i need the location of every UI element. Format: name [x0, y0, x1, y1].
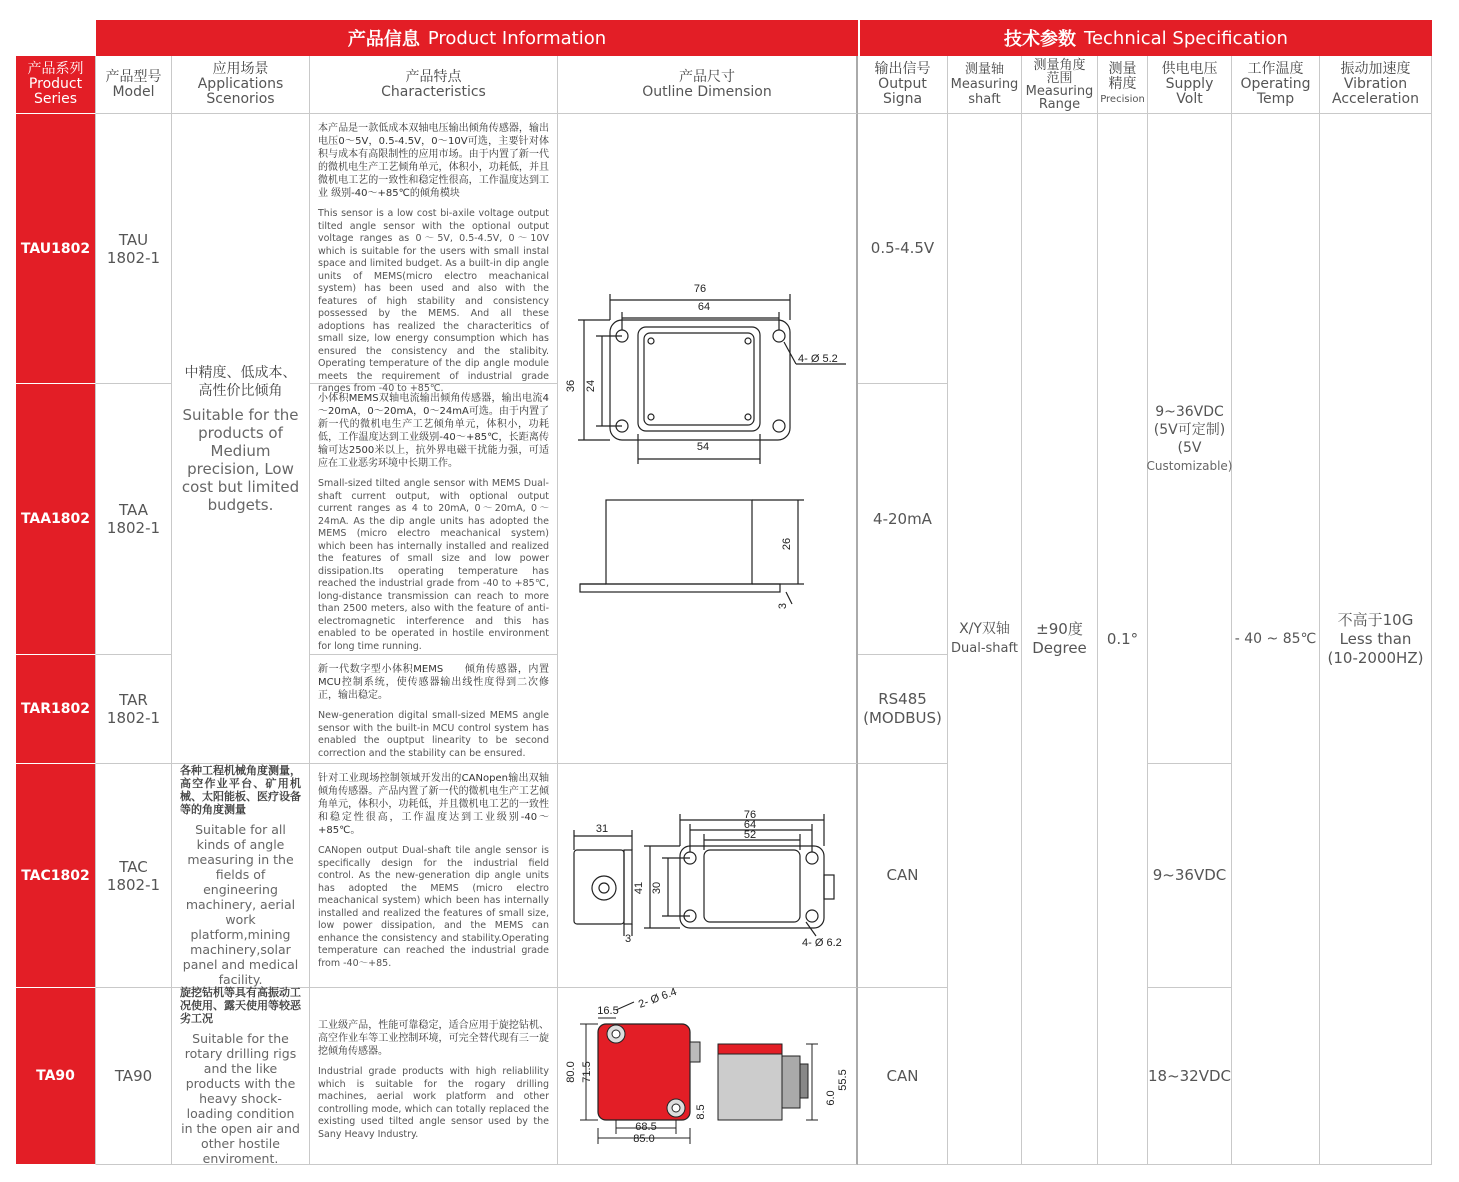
app-zh [185, 364, 297, 400]
header-en: Temp [1256, 91, 1295, 107]
volt-tac: 9~36VDC [1148, 764, 1232, 988]
series-taa1802: TAA1802 [16, 384, 96, 655]
header-zh: 范围 [1046, 70, 1073, 86]
dim-label: 36 [565, 379, 577, 393]
output-tau: 0.5-4.5V [858, 114, 948, 384]
drawing-tac-svg [558, 764, 856, 988]
vib-line: 不高于10G [1337, 610, 1414, 629]
feat-zh: 新一代数字型小体积MEMS 倾角传感器，内置MCU控制系统，使传感器输出线性度得到二次修正，输出稳定。 [318, 664, 549, 701]
drawing-1802 [558, 114, 858, 764]
vib-line: Less than [1339, 629, 1412, 648]
range-en: Degree [1032, 639, 1087, 657]
dim-label: 68.5 [635, 1121, 657, 1133]
dim-label: 64 [697, 301, 711, 313]
mount-hole [773, 330, 785, 342]
dim-label: 71.5 [581, 1061, 593, 1083]
axis-zh: X/Y双轴 [959, 621, 1010, 637]
banner-en: Product Information [427, 27, 607, 49]
header-characteristics [310, 56, 558, 114]
dim-label: 2- Ø 6.4 [636, 985, 679, 1011]
output-line: (MODBUS) [863, 709, 942, 727]
dim-label: 54 [696, 441, 710, 453]
header-zh: 测量 [1108, 61, 1137, 77]
header-applications [172, 56, 310, 114]
output-tac: CAN [858, 764, 948, 988]
header-range [1022, 56, 1098, 114]
housing-lid [644, 333, 754, 425]
header-en: Signa [882, 91, 923, 107]
volt-line: (5V [1177, 439, 1202, 456]
header-zh: 工作温度 [1247, 61, 1304, 77]
dim-label: 85.0 [633, 1133, 655, 1145]
axis-en: Dual-shaft [951, 641, 1018, 656]
volt-shared [1148, 114, 1232, 764]
side-flange [580, 584, 780, 592]
volt-line: 9~36VDC [1155, 403, 1224, 420]
header-en: shaft [968, 92, 1001, 107]
mount-hole [806, 852, 818, 864]
connector-face [592, 876, 616, 900]
header-en: Acceleration [1332, 91, 1419, 107]
precision-shared: 0.1° [1098, 114, 1148, 1165]
app-tac [172, 764, 310, 988]
header-temp [1232, 56, 1320, 114]
drawing-1802-svg [558, 114, 856, 763]
range-zh: ±90度 [1036, 620, 1083, 638]
app-en: Suitable for the rotary drilling rigs and the like products with the heavy shock-loading condition in the open air and other hostile enviroment. [181, 1031, 300, 1166]
header-en: Precision [1100, 94, 1145, 105]
corner-blank [16, 20, 96, 56]
header-precision [1098, 56, 1148, 114]
feat-taa [310, 384, 558, 655]
screw [648, 338, 654, 344]
dim-label: 16.5 [597, 1005, 619, 1017]
app-zh-line: 中精度、低成本、 [184, 364, 297, 381]
header-en: Applications [197, 76, 284, 92]
drawing-ta90-svg [558, 985, 856, 1165]
header-en: Vibration [1343, 76, 1408, 92]
app-zh-line: 高性价比倾角 [198, 382, 283, 399]
feat-zh: 针对工业现场控制领域开发出的CANopen输出双轴倾角传感器。产品内置了新一代的微机电生产工艺倾角单元，体积小，功耗低，并且微机电工艺的一致性和稳定性很高，工作温度达到工业级别-40～+85℃。 [318, 773, 549, 836]
app-zh: 各种工程机械角度测量，高空作业平台、矿用机械、太阳能板、医疗设备等的角度测量 [180, 764, 301, 816]
model-line: TAA [119, 501, 148, 519]
banner-zh: 技术参数 [1004, 29, 1077, 50]
cable-gland [690, 1042, 700, 1062]
dim-label: 30 [651, 881, 663, 895]
feat-en: This sensor is a low cost bi-axile voltage output tilted angle sensor with the optional output voltage ranges as 0～5V, 0.5-4.5V, 0～10V which is suitable for the users with small instal space and limited budget. As a built-in dip angle units of MEMS(micro electro meachanical system) has been used and also with the features of high stability and consistency possessed by the MEMS. And all these adoptions has realized the characteritics of small size, low energy consumption which has ensured the consistency and the stalibity. Operating temperature of the dip angle module meets the requirement of industrial grade ranges from -40 to +85℃. [318, 208, 549, 394]
header-series [16, 56, 96, 114]
series-ta90: TA90 [16, 988, 96, 1165]
tac-body [680, 846, 824, 928]
model-tau [96, 114, 172, 384]
header-zh: 产品特点 [405, 68, 462, 85]
model-line: 1802-1 [106, 709, 161, 727]
feat-zh: 工业级产品，性能可靠稳定，适合应用于旋挖钻机、高空作业车等工业控制环境，可完全替代现有三一旋挖倾角传感器。 [318, 1020, 549, 1057]
dim-label: 41 [633, 881, 645, 895]
dim-label: 76 [743, 809, 757, 821]
header-zh: 产品尺寸 [679, 68, 735, 85]
header-en: Measuring [1025, 83, 1094, 99]
feat-zh: 本产品是一款低成本双轴电压输出倾角传感器，输出电压0～5V，0.5-4.5V，0～10V可选，主要针对体积与成本有高限制性的应用市场。由于内置了新一代的微机电生产工艺倾角单元，体积小，功耗低，并且微机电工艺的一致性和稳定性很高，工作温度达到工业 级别-40～+85℃的倾角模块 [318, 123, 549, 199]
dim-label: 8.5 [695, 1104, 707, 1120]
feat-zh: 小体积MEMS双轴电流输出倾角传感器，输出电流4～20mA，0～20mA，0～24mA可选。由于内置了新一代的微机电生产工艺倾角单元，体积小，功耗低，工作温度达到工业级别-40～+85℃，长距离传输可达2500米以上，抗外界电磁干扰能力强，可适应在工业恶劣环境中长期工作。 [318, 393, 549, 469]
output-ta90: CAN [858, 988, 948, 1165]
dim-label: 4- Ø 6.2 [802, 937, 842, 949]
header-en: Supply [1165, 76, 1214, 92]
model-line: 1802-1 [106, 248, 161, 267]
header-volt [1148, 56, 1232, 114]
volt-ta90: 18~32VDC [1148, 988, 1232, 1165]
header-en: Volt [1176, 91, 1203, 107]
screw [745, 338, 751, 344]
app-zh: 旋挖钻机等具有高振动工况使用、露天使用等较恶劣工况 [180, 986, 301, 1025]
header-en: Scenorios [206, 91, 275, 107]
dim-label: 24 [585, 379, 597, 393]
feat-en: New-generation digital small-sized MEMS angle sensor with the built-in MCU control system has enabled the ouptput linearity to be second correction and the stability can be ensured. [318, 710, 549, 759]
tech-spec-banner [858, 20, 1432, 56]
header-zh: 供电电压 [1161, 61, 1218, 77]
spec-table [16, 20, 1432, 1165]
header-zh: 测量角度 [1033, 57, 1086, 73]
ta90-side-body [718, 1044, 782, 1120]
vib-line: (10-2000HZ) [1327, 648, 1424, 667]
header-en: Model [112, 83, 155, 100]
header-en: Output [878, 76, 927, 92]
product-info-banner [96, 20, 858, 56]
dim-label: 64 [743, 819, 757, 831]
range-shared [1022, 114, 1098, 1165]
header-vibration [1320, 56, 1432, 114]
header-en: Characteristics [381, 83, 486, 100]
header-en: Outline Dimension [642, 83, 772, 100]
dim-label: 3 [624, 933, 632, 945]
housing-inner [638, 327, 760, 431]
dim-label: 76 [693, 283, 707, 295]
header-zh: 测量轴 [964, 62, 1004, 77]
feat-en: CANopen output Dual-shaft tile angle sensor is specifically design for the industrial field control. As the new-generation dip angle units has adopted the MEMS (micro electro meachanical system) which been has internally installed and realized the features of small size, low power dissipation, and the MEMS can enhance the consistency and stability.Operating temperature can reached the industrial grade from -40～+85. [318, 845, 549, 969]
mount-hole [773, 420, 785, 432]
model-line: TAC [119, 857, 148, 876]
header-zh: 振动加速度 [1340, 61, 1411, 77]
output-taa: 4-20mA [858, 384, 948, 655]
feat-tau [310, 114, 558, 394]
model-line: 1802-1 [106, 875, 161, 894]
model-tac [96, 764, 172, 988]
drawing-tac [558, 764, 858, 988]
model-line: 1802-1 [106, 519, 161, 537]
housing-outline [610, 320, 790, 440]
axis-shared [948, 114, 1022, 1165]
dim-label: 52 [743, 829, 757, 841]
header-zh: 应用场景 [212, 61, 269, 77]
series-tau1802: TAU1802 [16, 114, 96, 384]
header-en: Range [1038, 96, 1081, 112]
temp-shared: - 40 ~ 85℃ [1232, 114, 1320, 1165]
header-dimension [558, 56, 858, 114]
app-en: Suitable for all kinds of angle measuring in the fields of engineering machinery, aerial work platform,mining machinery,solar panel and medical facility. [182, 822, 299, 987]
dim-label: 26 [781, 537, 793, 551]
feat-tar [310, 655, 558, 764]
dim-label: 55.5 [837, 1069, 849, 1091]
drawing-ta90 [558, 985, 858, 1165]
model-line: TAU [118, 230, 149, 249]
screw [745, 414, 751, 420]
dim-label: 4- Ø 5.2 [798, 353, 838, 365]
dim-label: 6.0 [825, 1090, 837, 1106]
app-shared [172, 114, 310, 764]
model-ta90: TA90 [96, 988, 172, 1165]
output-line: RS485 [878, 690, 927, 708]
volt-line: (5V可定制) [1153, 421, 1226, 438]
feat-en: Small-sized tilted angle sensor with MEMS Dual-shaft current output, with optional output current ranges as 4 to 20mA, 0～20mA, 0～24mA. As the dip angle units has adopted the MEMS (micro electro meachanical system) which been has internally installed and realized the features of small size and low power dissipation.Its operating temperature has reached the industrial grade from -40 to +85℃, long-distance transmission can reach to more than 2500 meters, also with the feature of anti-electromagnetic interference and this has enabled to be operated in hostile environment for long time running. [318, 478, 549, 652]
model-line: TAR [119, 691, 148, 709]
feat-en: Industrial grade products with high reliablility which is suitable for the rogary drilling machines, aerial work platform and other controlling mode, which can totally replaced the existing used tilted angle sensor used by the Sany Heavy Industry. [318, 1066, 549, 1140]
header-zh: 精度 [1108, 76, 1137, 92]
volt-line: Customizable) [1146, 458, 1233, 473]
header-output [858, 56, 948, 114]
app-en: Suitable for the products of Medium precision, Low cost but limited budgets. [181, 405, 300, 514]
header-en: Product [28, 76, 83, 92]
feat-tac [310, 764, 558, 988]
banner-en: Technical Specification [1084, 27, 1288, 49]
feat-ta90 [310, 988, 558, 1165]
model-taa [96, 384, 172, 655]
header-zh: 产品系列 [27, 61, 84, 77]
dim-label: 3 [777, 602, 789, 610]
header-model [96, 56, 172, 114]
app-ta90 [172, 988, 310, 1165]
model-tar [96, 655, 172, 764]
header-en: Series [33, 91, 78, 107]
mount-hole [806, 910, 818, 922]
header-zh: 输出信号 [874, 61, 931, 77]
series-tar1802: TAR1802 [16, 655, 96, 764]
banner-zh: 产品信息 [347, 29, 420, 50]
dim-label: 80.0 [565, 1061, 577, 1083]
header-zh: 产品型号 [105, 68, 162, 85]
header-en: Operating [1240, 76, 1311, 92]
side-body [606, 500, 752, 584]
header-en: Measuring [950, 77, 1019, 92]
screw [648, 414, 654, 420]
output-tar [858, 655, 948, 764]
header-axis [948, 56, 1022, 114]
series-tac1802: TAC1802 [16, 764, 96, 988]
vibration-shared [1320, 114, 1432, 1165]
dim-label: 31 [595, 823, 609, 835]
